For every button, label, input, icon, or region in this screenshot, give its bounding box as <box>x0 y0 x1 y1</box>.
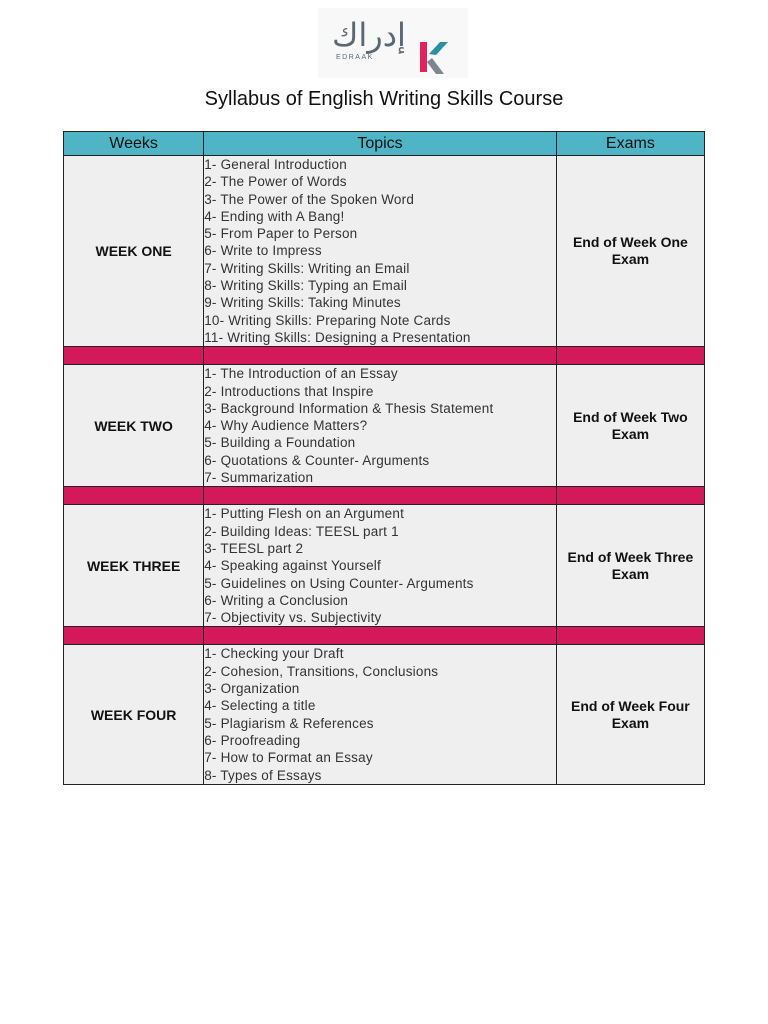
separator-cell <box>204 627 557 645</box>
exam-label: End of Week Two Exam <box>556 365 704 487</box>
page-title: Syllabus of English Writing Skills Course <box>204 88 564 110</box>
topic-item: 2- Cohesion, Transitions, Conclusions <box>204 663 439 679</box>
week-row <box>64 505 705 627</box>
exams-header: Exams <box>556 132 704 156</box>
topic-item: 6- Proofreading <box>204 732 301 748</box>
topic-item: 5- From Paper to Person <box>204 226 358 242</box>
topics-cell <box>204 645 557 784</box>
week-label: WEEK TWO <box>64 365 204 487</box>
week-separator-row <box>64 627 705 645</box>
topic-item: 1- Putting Flesh on an Argument <box>204 506 405 522</box>
exam-label: End of Week Three Exam <box>556 505 704 627</box>
topic-item: 2- Introductions that Inspire <box>204 383 374 399</box>
topics-header: Topics <box>204 132 557 156</box>
topic-item: 1- The Introduction of an Essay <box>204 366 398 382</box>
topic-item: 8- Types of Essays <box>204 767 322 783</box>
topic-item: 3- Organization <box>204 681 300 697</box>
topic-item: 7- How to Format an Essay <box>204 750 373 766</box>
topic-item: 4- Ending with A Bang! <box>204 208 345 224</box>
topic-item: 7- Objectivity vs. Subjectivity <box>204 610 382 626</box>
topics-cell <box>204 505 557 627</box>
week-label: WEEK THREE <box>64 505 204 627</box>
topic-item: 9- Writing Skills: Taking Minutes <box>204 295 401 311</box>
topic-item: 7- Summarization <box>204 470 314 486</box>
table-header-row <box>64 132 705 156</box>
topic-item: 6- Quotations & Counter- Arguments <box>204 452 430 468</box>
week-separator-row <box>64 347 705 365</box>
topic-item: 3- Background Information & Thesis Statement <box>204 400 494 416</box>
exam-label: End of Week Four Exam <box>556 645 704 784</box>
topic-item: 8- Writing Skills: Typing an Email <box>204 278 408 294</box>
topics-cell <box>204 365 557 487</box>
weeks-header: Weeks <box>64 132 204 156</box>
topic-item: 4- Speaking against Yourself <box>204 558 381 574</box>
topic-item: 3- TEESL part 2 <box>204 540 304 556</box>
week-row <box>64 365 705 487</box>
topic-item: 5- Guidelines on Using Counter- Arguments <box>204 575 474 591</box>
topics-cell <box>204 156 557 347</box>
separator-cell <box>64 487 204 505</box>
separator-cell <box>204 347 557 365</box>
separator-cell <box>64 347 204 365</box>
edraak-logo <box>318 8 468 78</box>
week-separator-row <box>64 487 705 505</box>
edraak-mark-icon <box>418 40 450 76</box>
topic-item: 6- Write to Impress <box>204 243 322 259</box>
topic-item: 2- Building Ideas: TEESL part 1 <box>204 523 399 539</box>
topic-item: 10- Writing Skills: Preparing Note Cards <box>204 312 451 328</box>
topic-item: 1- General Introduction <box>204 157 347 172</box>
separator-cell <box>556 487 704 505</box>
week-label: WEEK ONE <box>64 156 204 347</box>
topic-item: 6- Writing a Conclusion <box>204 592 349 608</box>
topic-item: 11- Writing Skills: Designing a Presentation <box>204 329 471 345</box>
separator-cell <box>204 487 557 505</box>
topic-item: 3- The Power of the Spoken Word <box>204 191 415 207</box>
logo-arabic-text: إدراك <box>332 16 406 54</box>
week-row <box>64 156 705 347</box>
topic-item: 5- Plagiarism & References <box>204 715 374 731</box>
separator-cell <box>556 347 704 365</box>
exam-label: End of Week One Exam <box>556 156 704 347</box>
week-label: WEEK FOUR <box>64 645 204 784</box>
separator-cell <box>556 627 704 645</box>
week-row <box>64 645 705 784</box>
topic-item: 4- Why Audience Matters? <box>204 418 368 434</box>
topic-item: 1- Checking your Draft <box>204 646 344 662</box>
topic-item: 2- The Power of Words <box>204 174 347 190</box>
topic-item: 4- Selecting a title <box>204 698 316 714</box>
logo-latin-text: EDRAAK <box>336 54 374 61</box>
topic-item: 7- Writing Skills: Writing an Email <box>204 260 410 276</box>
syllabus-table <box>63 131 705 785</box>
topic-item: 5- Building a Foundation <box>204 435 356 451</box>
separator-cell <box>64 627 204 645</box>
